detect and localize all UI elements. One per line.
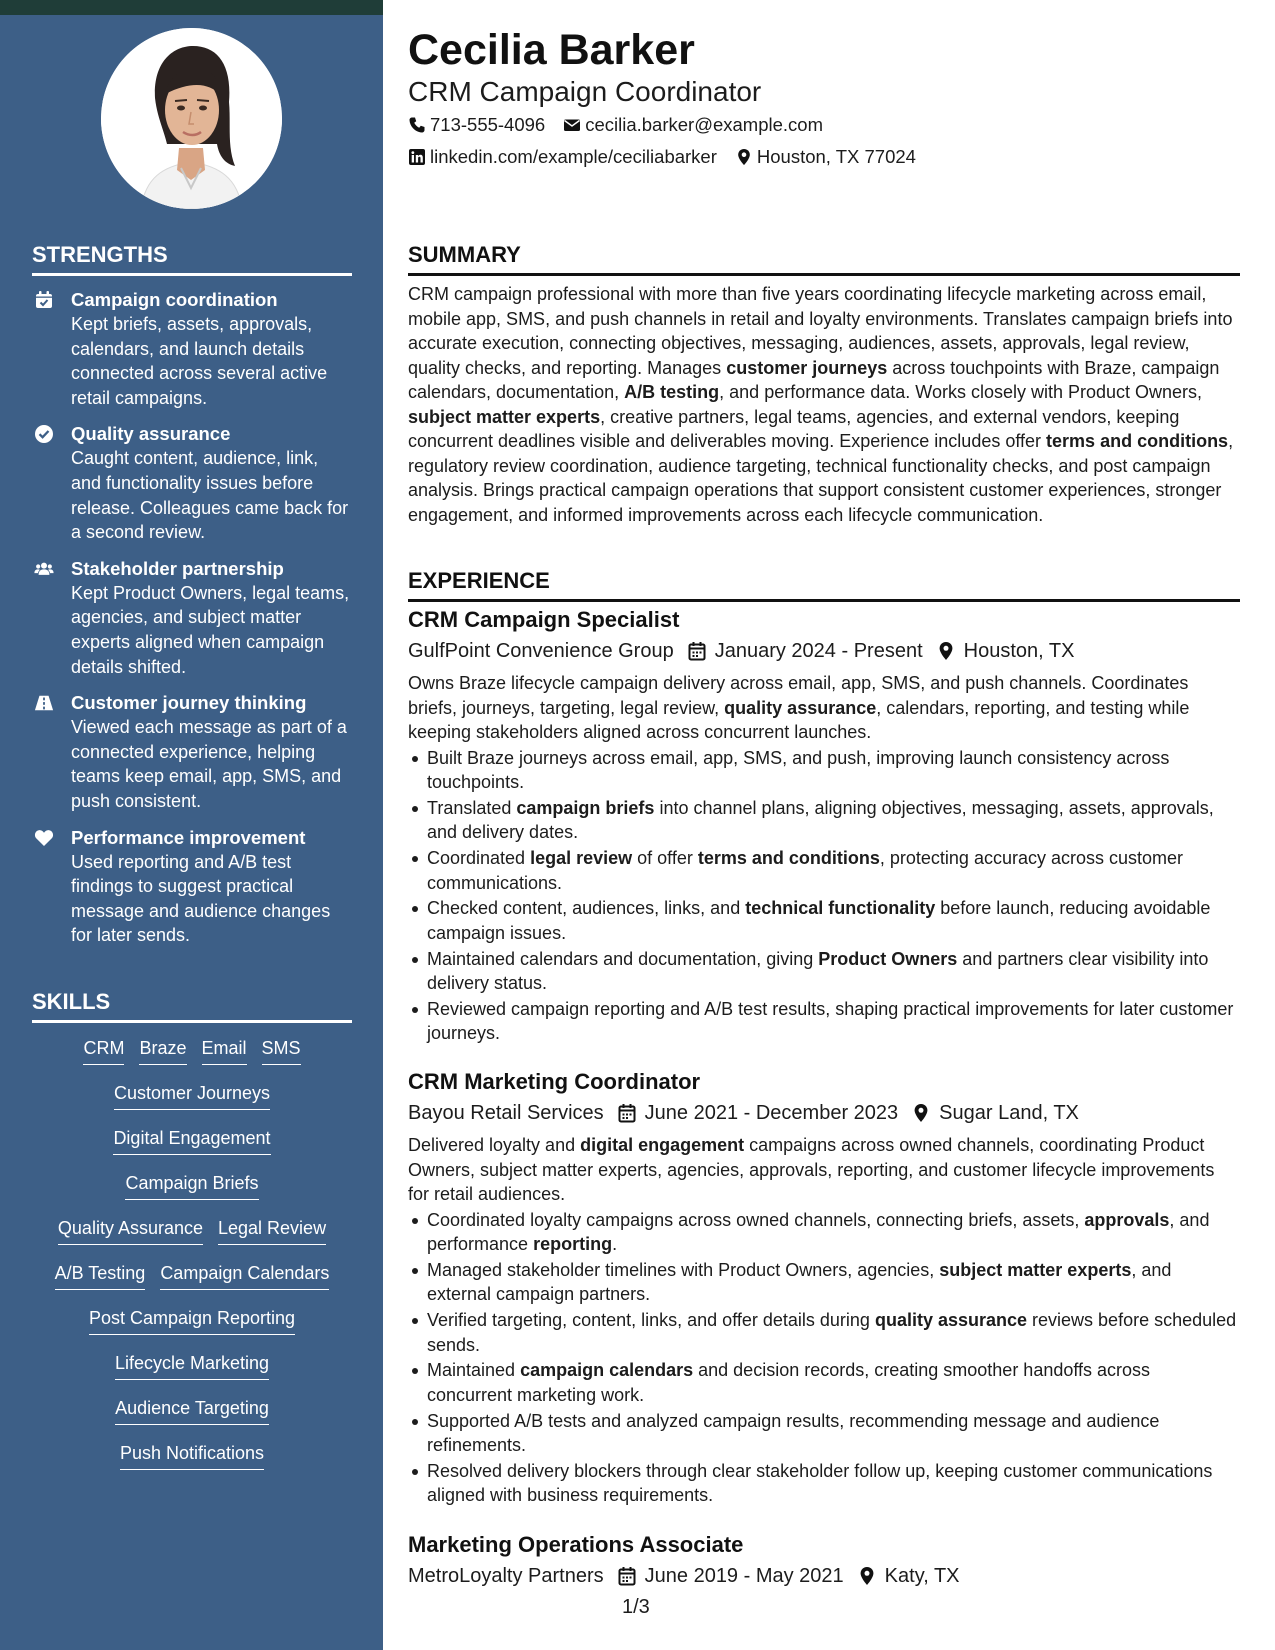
bold-keyword: terms and conditions — [1046, 431, 1229, 451]
envelope-icon — [563, 116, 581, 134]
check-circle-icon — [34, 424, 54, 444]
summary-heading: SUMMARY — [408, 242, 1240, 276]
job-company: MetroLoyalty Partners — [408, 1565, 604, 1587]
bold-keyword: legal review — [530, 848, 633, 869]
skill-tag: A/B Testing — [55, 1262, 146, 1290]
job-bullet: Supported A/B tests and analyzed campaign results, recommending message and audience refinements. — [408, 1409, 1240, 1458]
skill-tag: Customer Journeys — [114, 1082, 270, 1110]
phone-icon — [408, 116, 426, 134]
profile-photo-icon — [101, 28, 282, 209]
strength-item — [32, 557, 352, 679]
skill-tag: Digital Engagement — [113, 1127, 270, 1155]
strength-description: Caught content, audience, link, and functionality issues before release. Colleagues came back for a second review. — [71, 448, 349, 543]
job-bullet: Resolved delivery blockers through clear stakeholder follow up, keeping customer communications aligned with business requirements. — [408, 1459, 1240, 1508]
sidebar — [0, 0, 383, 1650]
map-pin-icon — [912, 1103, 930, 1123]
contact-phone — [408, 113, 545, 137]
strengths-list — [32, 288, 352, 960]
bold-keyword: subject matter experts — [408, 406, 601, 427]
job-meta — [408, 637, 1240, 665]
calendar-check-icon — [34, 290, 54, 310]
page-number: 1/3 — [622, 1596, 650, 1618]
users-icon — [34, 559, 54, 579]
skill-row — [28, 1397, 356, 1442]
candidate-name: Cecilia Barker — [408, 26, 695, 74]
skill-tag: Post Campaign Reporting — [89, 1307, 295, 1335]
calendar-icon — [618, 1103, 636, 1123]
skill-tag: Campaign Briefs — [125, 1172, 258, 1200]
job-location: Katy, TX — [884, 1565, 960, 1587]
contact-location — [735, 145, 916, 169]
job-bullet: Coordinated legal review of offer terms and conditions, protecting accuracy across customer communications. — [408, 846, 1240, 895]
strengths-heading: STRENGTHS — [32, 242, 352, 276]
contact-linkedin — [408, 145, 717, 169]
strength-description: Kept briefs, assets, approvals, calendars, and launch details connected across several active retail campaigns. — [71, 314, 328, 408]
skill-tag: Quality Assurance — [58, 1217, 203, 1245]
job-description: Owns Braze lifecycle campaign delivery across email, app, SMS, and push channels. Coordinates briefs, journeys, targeting, legal review, quality assurance, calendars, reporting, and testing while keeping stakeholders aligned across concurrent launches. — [408, 673, 1190, 742]
job-bullet: Maintained campaign calendars and decision records, creating smoother handoffs across concurrent marketing work. — [408, 1358, 1240, 1407]
strength-item — [32, 826, 352, 948]
skill-tag: SMS — [262, 1037, 301, 1065]
bold-keyword: quality assurance — [874, 1310, 1028, 1331]
strength-description: Viewed each message as part of a connected experience, helping teams keep email, app, SMS, and push consistent. — [71, 717, 347, 811]
experience-heading: EXPERIENCE — [408, 568, 1240, 602]
contact-email — [563, 113, 823, 137]
bold-keyword: subject matter experts — [939, 1259, 1132, 1280]
job-bullet: Verified targeting, content, links, and offer details during quality assurance reviews before scheduled sends. — [408, 1308, 1240, 1357]
bold-keyword: technical functionality — [745, 898, 936, 919]
job-role: Marketing Operations Associate — [408, 1532, 744, 1557]
bold-keyword: customer journeys — [726, 357, 888, 378]
job-meta — [408, 1562, 1240, 1590]
bold-keyword: reporting — [533, 1234, 613, 1254]
calendar-icon — [618, 1566, 636, 1586]
skills-list — [28, 1037, 356, 1487]
job-description: Delivered loyalty and digital engagement campaigns across owned channels, coordinating Product Owners, subject matter experts, agencies, approvals, reporting, and customer lifecycle improvements for retail audiences. — [408, 1135, 1215, 1204]
job-bullets — [408, 1208, 1240, 1508]
skill-tag: Campaign Calendars — [160, 1262, 329, 1290]
skill-tag: Legal Review — [218, 1217, 326, 1245]
job-bullets — [408, 746, 1240, 1046]
skill-tag: Braze — [139, 1037, 186, 1065]
skill-row — [28, 1217, 356, 1262]
skill-row — [28, 1037, 356, 1082]
summary-text: CRM campaign professional with more than five years coordinating lifecycle marketing across email, mobile app, SMS, and push channels in retail and loyalty environments. Translates campaign briefs into accurate execution, connecting objectives, messaging, audiences, assets, approvals, legal review, quality checks, and reporting. Manages customer journeys across touchpoints with Braze, campaign calendars, documentation, A/B testing, and performance data. Works closely with Product Owners, subject matter experts, creative partners, legal teams, agencies, and external vendors, keeping concurrent deadlines visible and deliverables moving. Experience includes offer terms and conditions, regulatory review coordination, audience targeting, technical functionality checks, and post campaign analysis. Brings practical campaign operations that support consistent customer experiences, stronger engagement, and informed improvements across each lifecycle communication. — [408, 284, 1234, 525]
bold-keyword: digital engagement — [580, 1135, 745, 1155]
job-bullet: Built Braze journeys across email, app, SMS, and push, improving launch consistency across touchpoints. — [408, 746, 1240, 795]
bold-keyword: campaign briefs — [516, 797, 655, 818]
email-address[interactable]: cecilia.barker@example.com — [585, 114, 823, 135]
bold-keyword: terms and conditions — [697, 848, 880, 869]
bold-keyword: quality assurance — [724, 697, 877, 718]
skill-tag: CRM — [83, 1037, 124, 1065]
skill-tag: Email — [202, 1037, 247, 1065]
job-dates: January 2024 - Present — [714, 640, 923, 662]
contact-row — [408, 145, 934, 169]
job-location: Houston, TX — [963, 640, 1075, 662]
skill-tag: Push Notifications — [120, 1442, 264, 1470]
phone-number: 713-555-4096 — [430, 114, 546, 135]
job-bullet: Reviewed campaign reporting and A/B test results, shaping practical improvements for later customer journeys. — [408, 997, 1240, 1046]
contact-row — [408, 113, 841, 137]
skills-heading: SKILLS — [32, 989, 352, 1023]
road-icon — [34, 693, 54, 713]
sidebar-top-bar — [0, 0, 383, 15]
skill-row — [28, 1262, 356, 1307]
bold-keyword: campaign calendars — [520, 1360, 694, 1381]
strength-title: Quality assurance — [71, 423, 231, 445]
skill-tag: Audience Targeting — [115, 1397, 269, 1425]
candidate-title: CRM Campaign Coordinator — [408, 76, 762, 107]
linkedin-url[interactable]: linkedin.com/example/ceciliabarker — [430, 146, 717, 167]
experience-entry — [408, 606, 1240, 1047]
strength-item — [32, 691, 352, 813]
job-bullet: Managed stakeholder timelines with Product Owners, agencies, subject matter experts, and external campaign partners. — [408, 1258, 1240, 1307]
strength-title: Stakeholder partnership — [71, 557, 284, 579]
strength-item — [32, 288, 352, 410]
profile-photo — [101, 28, 282, 209]
job-bullet: Coordinated loyalty campaigns across owned channels, connecting briefs, assets, approvals, and performance reporting. — [408, 1208, 1240, 1257]
strength-item — [32, 422, 352, 544]
job-location: Sugar Land, TX — [939, 1102, 1079, 1124]
strength-description: Used reporting and A/B test findings to suggest practical message and audience changes for later sends. — [71, 851, 331, 946]
location-text: Houston, TX 77024 — [756, 146, 916, 167]
heart-icon — [34, 828, 54, 848]
job-bullet: Maintained calendars and documentation, giving Product Owners and partners clear visibility into delivery status. — [408, 947, 1240, 996]
linkedin-icon — [408, 148, 426, 166]
bold-keyword: A/B testing — [624, 382, 720, 402]
strength-title: Campaign coordination — [71, 289, 278, 310]
map-pin-icon — [735, 148, 753, 166]
job-dates: June 2019 - May 2021 — [644, 1565, 844, 1587]
map-pin-icon — [858, 1566, 876, 1586]
strength-description: Kept Product Owners, legal teams, agencies, and subject matter experts aligned when campaign details shifted. — [71, 582, 350, 677]
job-company: Bayou Retail Services — [408, 1102, 604, 1124]
job-role: CRM Marketing Coordinator — [408, 1069, 701, 1094]
job-meta — [408, 1099, 1240, 1127]
job-bullet: Translated campaign briefs into channel plans, aligning objectives, messaging, assets, approvals, and delivery dates. — [408, 796, 1240, 845]
bold-keyword: Product Owners — [818, 948, 958, 969]
experience-entry — [408, 1531, 1240, 1590]
skill-row — [28, 1307, 356, 1352]
skill-row — [28, 1172, 356, 1217]
strength-title: Customer journey thinking — [71, 692, 307, 714]
experience-entry — [408, 1068, 1240, 1509]
job-role: CRM Campaign Specialist — [408, 607, 680, 632]
job-company: GulfPoint Convenience Group — [408, 640, 674, 662]
job-dates: June 2021 - December 2023 — [644, 1102, 899, 1124]
skill-row — [28, 1082, 356, 1127]
strength-title: Performance improvement — [71, 826, 306, 848]
skill-row — [28, 1442, 356, 1487]
bold-keyword: approvals — [1084, 1209, 1170, 1230]
job-bullet: Checked content, audiences, links, and technical functionality before launch, reducing avoidable campaign issues. — [408, 896, 1240, 945]
skill-row — [28, 1127, 356, 1172]
calendar-icon — [688, 641, 706, 661]
skill-row — [28, 1352, 356, 1397]
map-pin-icon — [937, 641, 955, 661]
skill-tag: Lifecycle Marketing — [115, 1352, 269, 1380]
